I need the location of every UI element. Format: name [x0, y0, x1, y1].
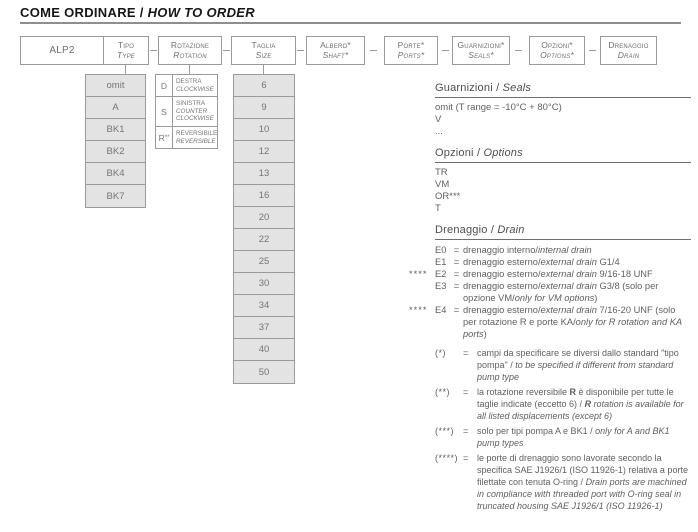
order-box-type [103, 36, 149, 65]
size-cell: 6 [234, 75, 294, 97]
footnote-text: campi da specificare se diversi dallo standard "tipo pompa" / to be specified if different from standard pump type [477, 348, 679, 382]
options-section-heading: Opzioni / Options [435, 147, 691, 163]
dash-connector [442, 50, 449, 51]
drain-equals: = [453, 305, 460, 315]
footnote-text: solo per tipi pompa A e BK1 / only for A and BK1 pump types [477, 426, 670, 448]
order-box-rotation [158, 36, 222, 65]
order-box-label: Taglia [251, 40, 276, 50]
footnote-equals: = [463, 387, 469, 397]
drain-stars [409, 244, 435, 256]
drain-entry [409, 304, 691, 340]
drain-entry [409, 280, 691, 304]
type-cell: BK4 [86, 163, 145, 185]
size-cell: 12 [234, 141, 294, 163]
size-cell: 22 [234, 229, 294, 251]
size-cell: 20 [234, 207, 294, 229]
footnote [435, 347, 691, 383]
drain-stars [409, 256, 435, 268]
type-column [85, 74, 146, 208]
size-cell: 9 [234, 97, 294, 119]
drain-code: E1 [435, 257, 447, 267]
order-box-alp2 [20, 36, 104, 65]
drain-section [409, 224, 691, 340]
seals-section [435, 82, 691, 138]
title-rule [20, 22, 681, 24]
rotation-description-line: DESTRA [176, 78, 202, 85]
footnote-text: la rotazione reversibile R è disponibile per tutte le taglie indicate (eccetto 6) / R rotation is available for all listed displacements (except 6) [477, 387, 684, 421]
size-cell: 10 [234, 119, 294, 141]
order-box-options [529, 36, 585, 65]
order-box-drain [600, 36, 657, 65]
column-connector [125, 64, 126, 74]
drain-entries [409, 244, 691, 340]
rotation-row [156, 127, 217, 148]
drain-stars: **** [409, 305, 428, 315]
rotation-description [173, 75, 217, 96]
size-cell: 34 [234, 295, 294, 317]
footnote-label: (*) [435, 348, 446, 358]
page-title: COME ORDINARE / HOW TO ORDER [20, 5, 255, 20]
footnote-label: (**) [435, 387, 450, 397]
drain-code: E2 [435, 269, 447, 279]
footnotes [435, 347, 691, 515]
order-box-sublabel: Shaft* [322, 49, 349, 60]
order-box-shaft [306, 36, 365, 65]
options-section [435, 147, 691, 215]
order-box-label: Albero* [320, 40, 351, 50]
options-item: TR [435, 167, 448, 178]
rotation-code: S [156, 97, 173, 126]
rotation-table [155, 74, 218, 149]
rotation-description-line: SINISTRA [176, 100, 206, 108]
rotation-description [173, 127, 218, 148]
drain-stars: **** [409, 269, 428, 279]
footnote-label: (****) [435, 453, 459, 463]
drain-equals: = [453, 245, 460, 255]
footnote-label: (***) [435, 426, 455, 436]
options-item: OR*** [435, 191, 461, 202]
size-cell: 30 [234, 273, 294, 295]
order-box-label: Guarnizioni* [457, 40, 505, 50]
footnote-text: le porte di drenaggio sono lavorate secondo la specifica SAE J1926/1 (ISO 11926-1) relativa a porte filettate con tenuta O-ring / Drain ports are machined in compliance with threaded port with O-ring seal in truncated housing SAE J1926/1 (ISO 11926-1) [477, 453, 688, 511]
footnote [435, 425, 691, 449]
rotation-description-line: CLOCKWISE [176, 85, 214, 93]
rotation-code: D [156, 75, 173, 96]
footnote [435, 386, 691, 422]
column-connector [189, 64, 190, 74]
dash-connector [515, 50, 522, 51]
options-item: T [435, 203, 441, 214]
rotation-description-line: CLOCKWISE [176, 115, 214, 123]
rotation-description-line: REVERSIBILE [176, 129, 218, 137]
order-box-label: Porte* [397, 40, 425, 50]
type-cell: A [86, 97, 145, 119]
drain-text: drenaggio esterno/external drain 7/16-20 UNF (solo per rotazione R e porte KA/only for R rotation and KA ports) [463, 305, 682, 339]
size-cell: 37 [234, 317, 294, 339]
seals-item: ... [435, 126, 443, 137]
dash-connector [297, 50, 304, 51]
footnote [435, 452, 691, 512]
type-cell: omit [86, 75, 145, 97]
dash-connector [223, 50, 230, 51]
seals-section-heading: Guarnizioni / Seals [435, 82, 691, 98]
order-box-label: Tipo [117, 40, 135, 50]
footnote-equals: = [463, 453, 469, 463]
drain-entry [409, 268, 691, 280]
rotation-code: R ** [156, 127, 173, 148]
rotation-description [173, 97, 217, 126]
order-box-sublabel: Drain [617, 49, 640, 60]
order-box-seals [452, 36, 510, 65]
order-box-size [231, 36, 296, 65]
rotation-description-line: COUNTER [176, 107, 208, 115]
options-item: VM [435, 179, 450, 190]
order-box-ports [384, 36, 438, 65]
order-box-sublabel: Type [117, 49, 135, 60]
order-box-label: Opzioni* [541, 40, 573, 50]
rotation-row [156, 97, 217, 127]
size-cell: 13 [234, 163, 294, 185]
size-cell: 50 [234, 361, 294, 383]
type-cell: BK7 [86, 185, 145, 207]
drain-text: drenaggio esterno/external drain G1/4 [463, 257, 620, 267]
drain-equals: = [453, 281, 460, 291]
order-box-label: Rotazione [170, 40, 210, 50]
size-cell: 16 [234, 185, 294, 207]
drain-section-heading: Drenaggio / Drain [435, 224, 691, 240]
rotation-description-line: REVERSIBLE [176, 137, 216, 145]
drain-code: E3 [435, 281, 447, 291]
drain-equals: = [453, 257, 460, 267]
order-box-label: ALP2 [49, 44, 75, 56]
drain-text: drenaggio interno/internal drain [463, 245, 592, 255]
order-box-sublabel: Ports* [397, 49, 425, 60]
drain-equals: = [453, 269, 460, 279]
footnote-equals: = [463, 348, 469, 358]
drain-text: drenaggio esterno/external drain 9/16-18 UNF [463, 269, 653, 279]
size-cell: 25 [234, 251, 294, 273]
drain-stars [409, 280, 435, 304]
drain-entry [409, 244, 691, 256]
size-column [233, 74, 295, 384]
order-box-sublabel: Options* [540, 49, 574, 60]
order-box-sublabel: Size [255, 49, 272, 60]
dash-connector [150, 50, 157, 51]
order-box-label: Drenaggio [608, 40, 649, 50]
footnote-equals: = [463, 426, 469, 436]
drain-entry [409, 256, 691, 268]
rotation-row [156, 75, 217, 97]
type-cell: BK2 [86, 141, 145, 163]
seals-items [435, 102, 691, 138]
rotation-stars: ** [164, 134, 170, 141]
drain-text: drenaggio esterno/external drain G3/8 (solo per opzione VM/only for VM options) [463, 281, 659, 303]
dash-connector [370, 50, 377, 51]
column-connector [263, 64, 264, 74]
dash-connector [589, 50, 596, 51]
drain-code: E0 [435, 245, 447, 255]
size-cell: 40 [234, 339, 294, 361]
drain-code: E4 [435, 305, 447, 315]
type-cell: BK1 [86, 119, 145, 141]
seals-item: V [435, 114, 442, 125]
order-box-sublabel: Rotation [173, 49, 207, 60]
order-box-sublabel: Seals* [468, 49, 494, 60]
options-items [435, 167, 691, 215]
seals-item: omit (T range = -10°C + 80°C) [435, 102, 562, 113]
